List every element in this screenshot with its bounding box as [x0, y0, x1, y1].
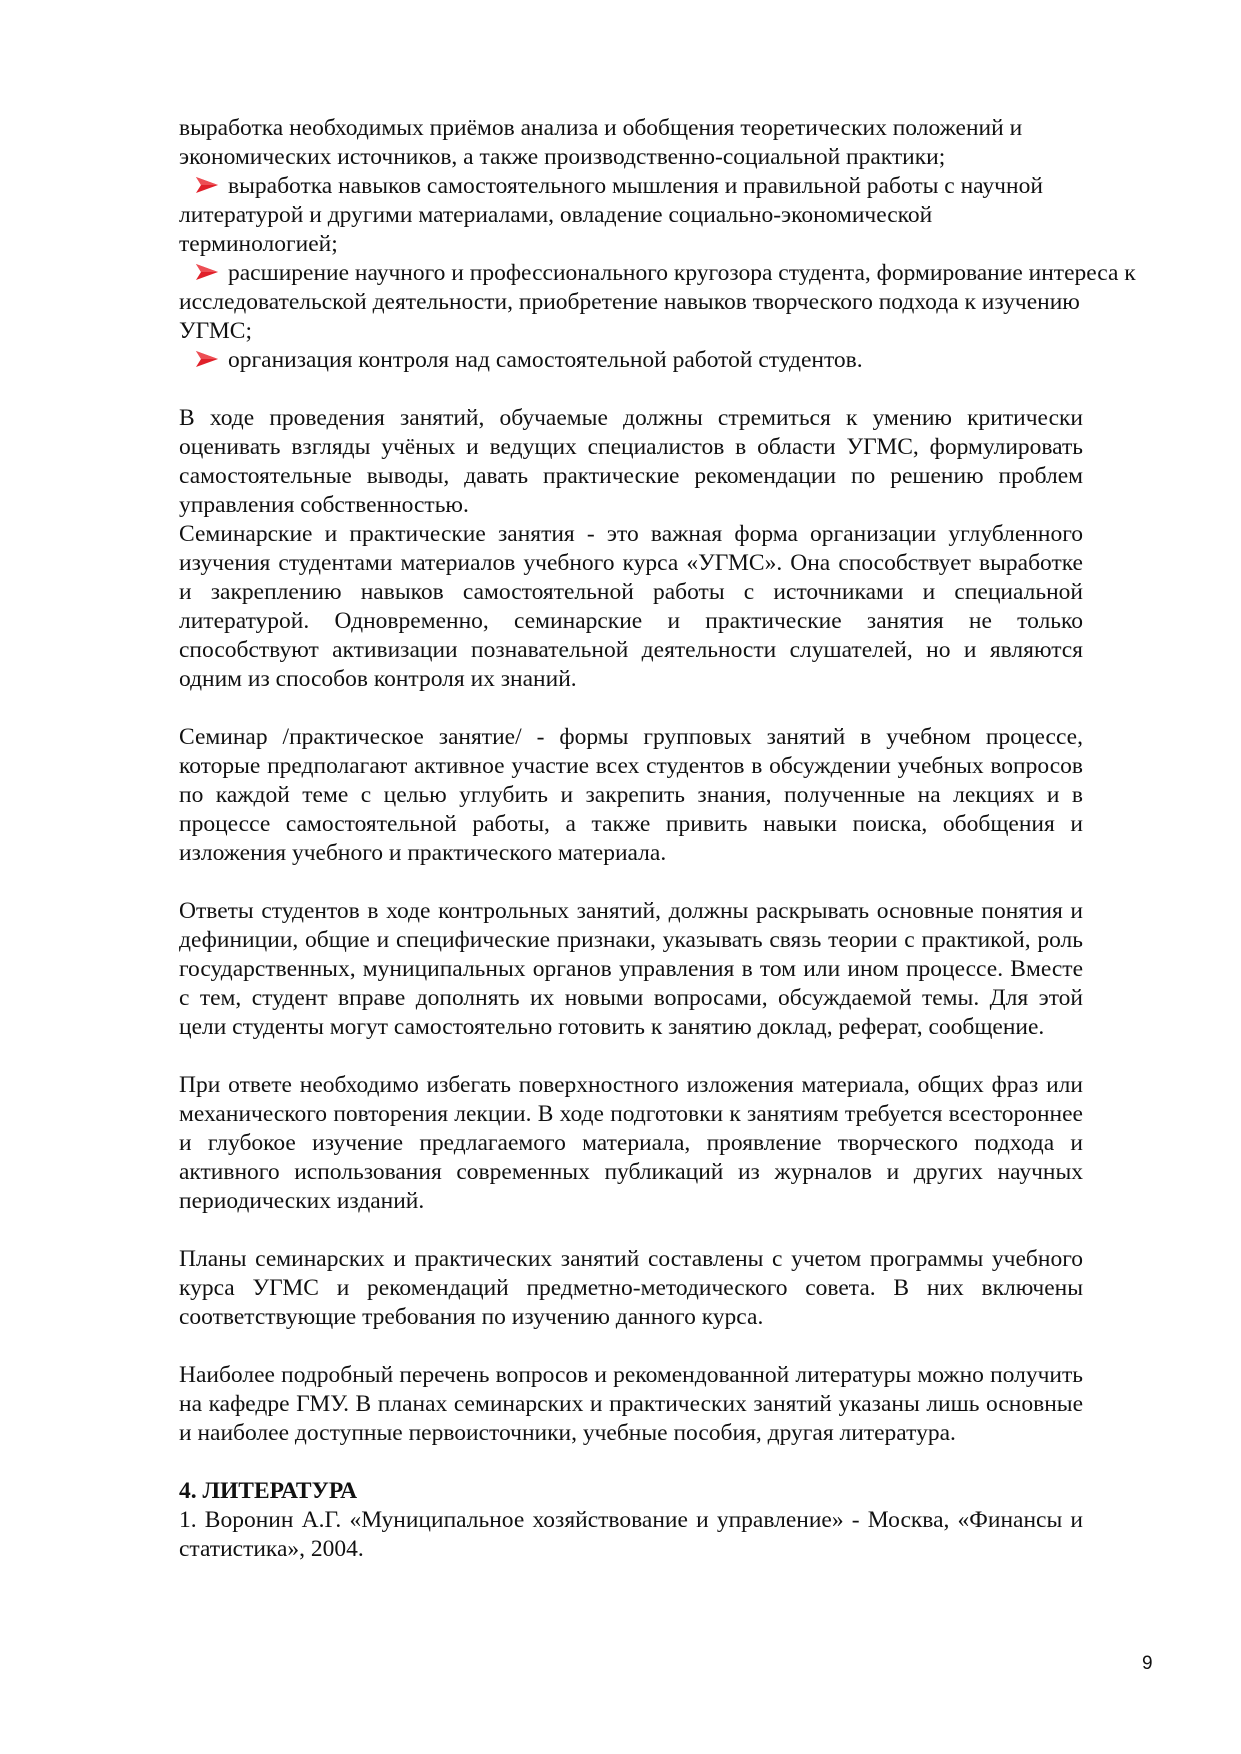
bullet-text: организация контроля над самостоятельной работой студентов. [228, 347, 863, 373]
literature-section [179, 1477, 1083, 1564]
bullet-item [179, 172, 1083, 259]
paragraph-gap [179, 1042, 1083, 1071]
bullet-item [179, 259, 1139, 346]
paragraph-gap [179, 868, 1083, 897]
body-paragraph: В ходе проведения занятий, обучаемые должны стремиться к умению критически оценивать взгляды учёных и ведущих специалистов в области УГМС, формулировать самостоятельные выводы, давать практические рекомендации по решению проблем управления собственностью. [179, 405, 1083, 518]
paragraph-gap [179, 1448, 1083, 1477]
body-paragraph: Семинар /практическое занятие/ - формы групповых занятий в учебном процессе, которые предполагают активное участие всех студентов в обсуждении учебных вопросов по каждой теме с целью углубить и закрепить знания, полученные на лекциях и в процессе самостоятельной работы, а также привить навыки поиска, обобщения и изложения учебного и практического материала. [179, 724, 1083, 866]
bullet-text: выработка навыков самостоятельного мышления и правильной работы с научной литературой и другими материалами, овладение социально-экономической терминологией; [179, 173, 1043, 257]
paragraph-gap [179, 694, 1083, 723]
paragraph-gap [179, 375, 1083, 404]
intro-line-1: выработка необходимых приёмов анализа и обобщения теоретических положений и [179, 115, 1023, 141]
intro-line-2: экономических источников, а также производственно-социальной практики; [179, 144, 946, 170]
body-paragraph: Ответы студентов в ходе контрольных занятий, должны раскрывать основные понятия и дефиниции, общие и специфические признаки, указывать связь теории с практикой, роль государственных, муниципальных органов управления в том или ином процессе. Вместе с тем, студент вправе дополнять их новыми вопросами, обсуждаемой темы. Для этой цели студенты могут самостоятельно готовить к занятию доклад, реферат, сообщение. [179, 898, 1083, 1040]
literature-item: 1. Воронин А.Г. «Муниципальное хозяйствование и управление» - Москва, «Финансы и статистика», 2004. [179, 1507, 1083, 1562]
body-paragraph: Семинарские и практические занятия - это важная форма организации углубленного изучения студентами материалов учебного курса «УГМС». Она способствует выработке и закреплению навыков самостоятельной работы с источниками и специальной литературой. Одновременно, семинарские и практические занятия не только способствуют активизации познавательной деятельности слушателей, но и являются одним из способов контроля их знаний. [179, 521, 1083, 692]
document-page [179, 114, 1136, 1564]
body-paragraph: Планы семинарских и практических занятий составлены с учетом программы учебного курса УГМС и рекомендаций предметно-методического совета. В них включены соответствующие требования по изучению данного курса. [179, 1246, 1083, 1330]
bullet-list [179, 172, 1136, 375]
literature-heading: 4. ЛИТЕРАТУРА [179, 1478, 358, 1504]
paragraph-gap [179, 1216, 1083, 1245]
page-number: 9 [1142, 1653, 1153, 1674]
bullet-item [179, 346, 1083, 375]
red-arrow-bullet-icon [193, 263, 221, 281]
bullet-text: расширение научного и профессионального кругозора студента, формирование интереса к исследовательской деятельности, приобретение навыков творческого подхода к изучению УГМС; [179, 260, 1136, 344]
red-arrow-bullet-icon [193, 176, 221, 194]
red-arrow-bullet-icon [193, 350, 221, 368]
body-paragraph: При ответе необходимо избегать поверхностного изложения материала, общих фраз или механического повторения лекции. В ходе подготовки к занятиям требуется всестороннее и глубокое изучение предлагаемого материала, проявление творческого подхода и активного использования современных публикаций из журналов и других научных периодических изданий. [179, 1072, 1083, 1214]
intro-block [179, 114, 1083, 172]
paragraph-gap [179, 1332, 1083, 1361]
body-paragraph: Наиболее подробный перечень вопросов и рекомендованной литературы можно получить на кафедре ГМУ. В планах семинарских и практических занятий указаны лишь основные и наиболее доступные первоисточники, учебные пособия, другая литература. [179, 1362, 1083, 1446]
